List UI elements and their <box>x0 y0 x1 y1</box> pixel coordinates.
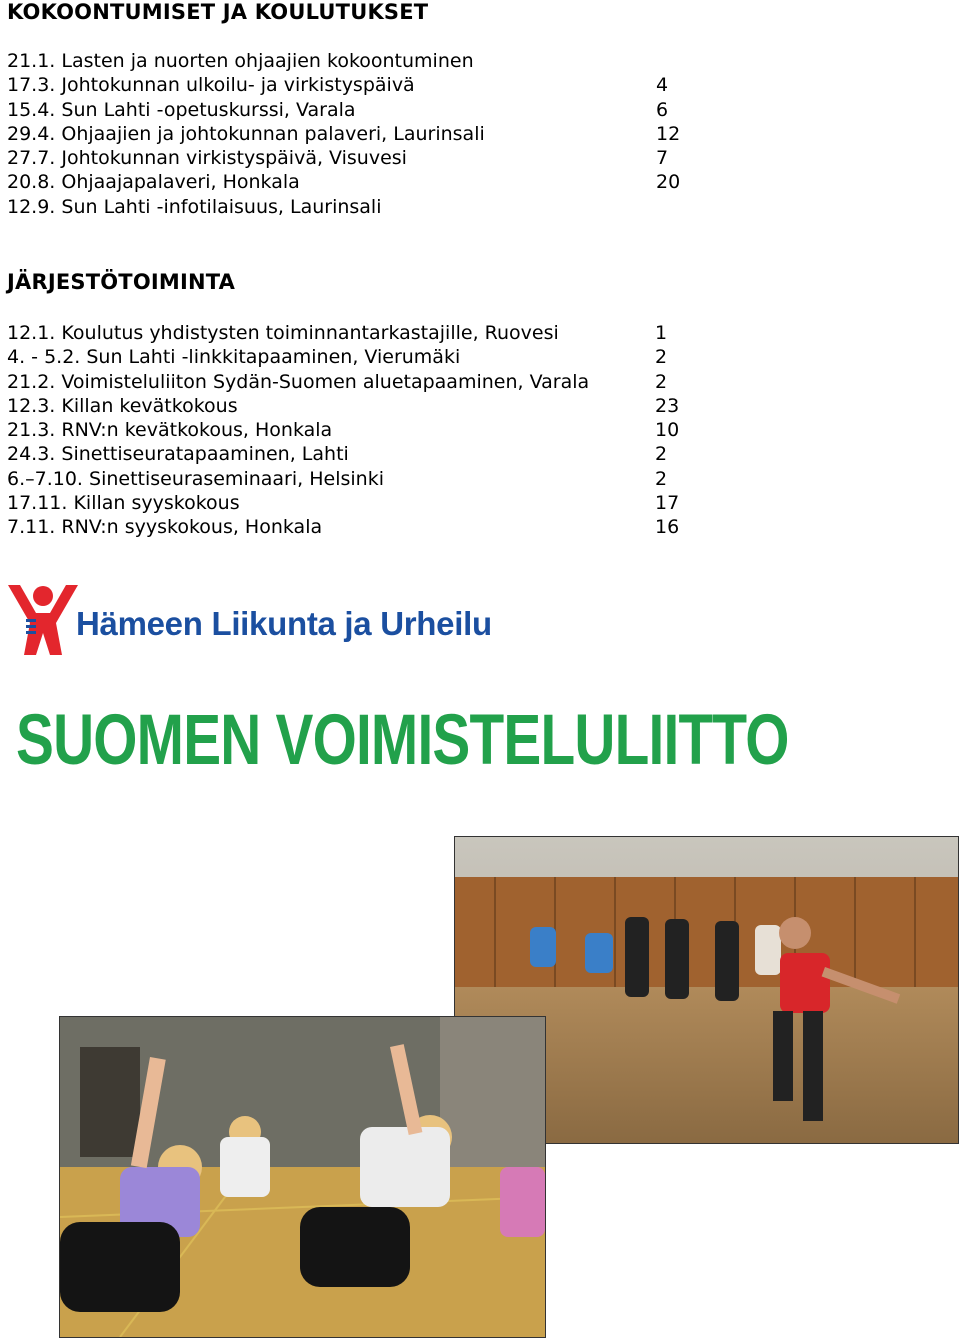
hlu-logo-text: Hämeen Liikunta ja Urheilu <box>76 605 492 642</box>
section-title-meetings: KOKOONTUMISET JA KOULUTUKSET <box>7 0 429 24</box>
gymnastics-children-photo <box>59 1016 546 1338</box>
item-label: 15.4. Sun Lahti -opetuskurssi, Varala <box>7 98 356 121</box>
hlu-figure-icon <box>6 583 80 659</box>
item-count: 6 <box>656 98 669 121</box>
list-item <box>7 491 727 515</box>
list-item <box>7 418 727 442</box>
item-label: 24.3. Sinettiseuratapaaminen, Lahti <box>7 443 349 466</box>
list-item <box>7 370 727 394</box>
item-count: 2 <box>655 370 668 393</box>
list-item <box>7 146 727 170</box>
item-label: 6.–7.10. Sinettiseuraseminaari, Helsinki <box>7 467 384 490</box>
item-label: 4. - 5.2. Sun Lahti -linkkitapaaminen, Vierumäki <box>7 346 461 369</box>
list-item <box>7 73 727 97</box>
list-item <box>7 321 727 345</box>
list-item <box>7 170 727 194</box>
item-count: 2 <box>655 443 668 466</box>
item-label: 17.3. Johtokunnan ulkoilu- ja virkistyspäivä <box>7 74 415 97</box>
list-item <box>7 442 727 466</box>
list-item <box>7 49 727 73</box>
item-count: 1 <box>655 322 668 344</box>
item-label: 27.7. Johtokunnan virkistyspäivä, Visuvesi <box>7 147 407 170</box>
item-label: 12.1. Koulutus yhdistysten toiminnantarkastajille, Ruovesi <box>7 322 559 344</box>
list-item <box>7 122 727 146</box>
item-label: 21.2. Voimisteluliiton Sydän-Suomen aluetapaaminen, Varala <box>7 370 590 393</box>
item-count: 23 <box>655 394 680 417</box>
list-item <box>7 195 727 219</box>
section-title-organization: JÄRJESTÖTOIMINTA <box>7 270 236 294</box>
item-label: 21.1. Lasten ja nuorten ohjaajien kokoontuminen <box>7 50 474 72</box>
item-label: 20.8. Ohjaajapalaveri, Honkala <box>7 171 300 194</box>
item-count: 12 <box>656 122 681 145</box>
item-count: 7 <box>656 147 669 170</box>
list-item <box>7 345 727 369</box>
item-label: 29.4. Ohjaajien ja johtokunnan palaveri, Laurinsali <box>7 122 485 145</box>
list-item <box>7 394 727 418</box>
list-item <box>7 98 727 122</box>
organization-list <box>7 321 727 540</box>
item-count: 10 <box>655 419 680 442</box>
meetings-list <box>7 49 727 219</box>
item-count: 2 <box>655 346 668 369</box>
item-label: 21.3. RNV:n kevätkokous, Honkala <box>7 419 333 442</box>
item-count: 4 <box>656 74 669 97</box>
item-label: 17.11. Killan syyskokous <box>7 492 240 515</box>
list-item <box>7 467 727 491</box>
item-count: 20 <box>656 171 681 194</box>
item-label: 12.3. Killan kevätkokous <box>7 394 238 417</box>
item-count: 17 <box>655 492 680 515</box>
item-count: 2 <box>655 467 668 490</box>
item-label: 7.11. RNV:n syyskokous, Honkala <box>7 516 323 539</box>
item-count: 16 <box>655 516 680 539</box>
list-item <box>7 515 727 539</box>
svl-logo-text: SUOMEN VOIMISTELULIITTO <box>16 701 789 780</box>
item-label: 12.9. Sun Lahti -infotilaisuus, Laurinsali <box>7 195 382 218</box>
